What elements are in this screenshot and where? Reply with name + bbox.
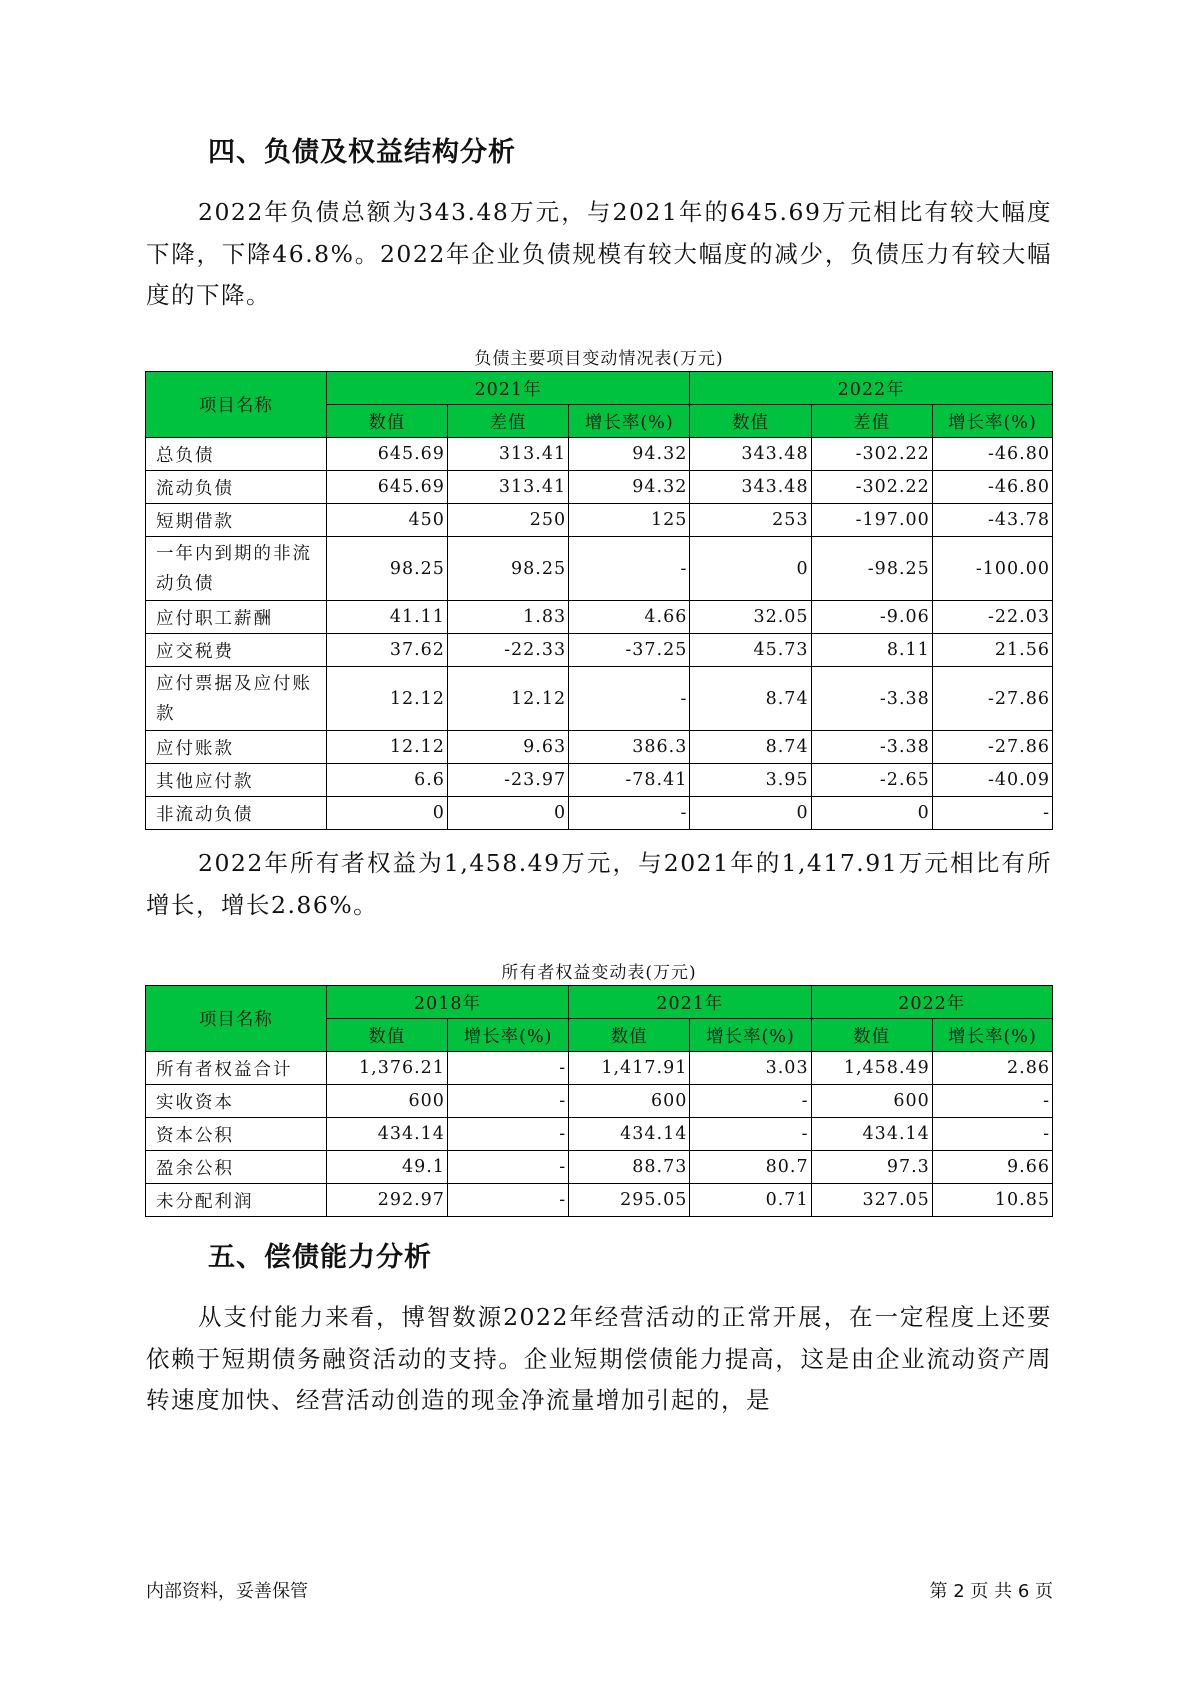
column-header: 数值: [569, 1019, 690, 1052]
row-label: 所有者权益合计: [146, 1052, 327, 1085]
table-cell: 0: [326, 797, 447, 830]
table-cell: 32.05: [690, 601, 811, 634]
table-cell: 0: [811, 797, 932, 830]
column-header: 增长率(%): [569, 405, 690, 438]
row-label: 未分配利润: [146, 1184, 327, 1217]
table-cell: 450: [326, 504, 447, 537]
table-cell: 12.12: [326, 731, 447, 764]
section-5-heading: 五、偿债能力分析: [208, 1242, 432, 1273]
table-cell: 41.11: [326, 601, 447, 634]
table-cell: -40.09: [932, 764, 1052, 797]
table-cell: 98.25: [326, 537, 447, 601]
table-cell: 600: [811, 1085, 932, 1118]
column-header: 差值: [447, 405, 568, 438]
table-row: [146, 601, 1053, 634]
table-cell: -27.86: [932, 667, 1052, 731]
table-cell: -9.06: [811, 601, 932, 634]
table-cell: 21.56: [932, 634, 1052, 667]
table-cell: 313.41: [447, 438, 568, 471]
table-cell: -23.97: [447, 764, 568, 797]
footer-confidential-note: 内部资料，妥善保管: [146, 1581, 308, 1602]
table-cell: 8.11: [811, 634, 932, 667]
page-number: 第 2 页 共 6 页: [929, 1581, 1053, 1602]
table-cell: 1,458.49: [811, 1052, 932, 1085]
table-cell: -302.22: [811, 471, 932, 504]
table-cell: 0: [690, 537, 811, 601]
table-cell: 6.6: [326, 764, 447, 797]
table-cell: -: [447, 1085, 568, 1118]
table-cell: 386.3: [569, 731, 690, 764]
table-cell: -: [447, 1052, 568, 1085]
table-cell: -3.38: [811, 667, 932, 731]
table-cell: -302.22: [811, 438, 932, 471]
row-label: 应交税费: [146, 634, 327, 667]
table-cell: 645.69: [326, 438, 447, 471]
table-cell: -46.80: [932, 438, 1052, 471]
table-row: [146, 1184, 1053, 1217]
liability-table-caption: 负债主要项目变动情况表(万元): [474, 349, 724, 369]
solvency-paragraph: 从支付能力来看，博智数源2022年经营活动的正常开展，在一定程度上还要依赖于短期债务融资活动的支持。企业短期偿债能力提高，这是由企业流动资产周转速度加快、经营活动创造的现金净流量增加引起的，是: [146, 1303, 1052, 1414]
table-row: [146, 634, 1053, 667]
table-cell: -: [447, 1184, 568, 1217]
table-cell: -100.00: [932, 537, 1052, 601]
table-cell: 45.73: [690, 634, 811, 667]
table-cell: 253: [690, 504, 811, 537]
table-cell: -197.00: [811, 504, 932, 537]
table-cell: 97.3: [811, 1151, 932, 1184]
table-cell: 250: [447, 504, 568, 537]
table-cell: 343.48: [690, 438, 811, 471]
column-header: 数值: [811, 1019, 932, 1052]
year-header: 2018年: [326, 986, 568, 1019]
table-row: [146, 731, 1053, 764]
table-cell: -46.80: [932, 471, 1052, 504]
table-row: [146, 1085, 1053, 1118]
row-label: 非流动负债: [146, 797, 327, 830]
table-cell: 125: [569, 504, 690, 537]
table-cell: 2.86: [932, 1052, 1052, 1085]
row-label: 盈余公积: [146, 1151, 327, 1184]
table-cell: 1,417.91: [569, 1052, 690, 1085]
table-cell: -: [569, 797, 690, 830]
column-header: 数值: [326, 405, 447, 438]
table-cell: 1,376.21: [326, 1052, 447, 1085]
table-row: [146, 1151, 1053, 1184]
year-header: 2021年: [569, 986, 811, 1019]
table-cell: -78.41: [569, 764, 690, 797]
year-header: 2021年: [326, 372, 690, 405]
table-cell: -27.86: [932, 731, 1052, 764]
item-name-header: 项目名称: [146, 986, 327, 1052]
column-header: 差值: [811, 405, 932, 438]
table-row: [146, 504, 1053, 537]
table-cell: 600: [326, 1085, 447, 1118]
row-label: 一年内到期的非流动负债: [146, 537, 327, 601]
table-cell: 3.03: [690, 1052, 811, 1085]
table-cell: 434.14: [569, 1118, 690, 1151]
table-cell: 0.71: [690, 1184, 811, 1217]
equity-table: [145, 985, 1053, 1217]
table-cell: -: [690, 1085, 811, 1118]
equity-table-body: [146, 1052, 1053, 1217]
column-header: 增长率(%): [932, 1019, 1052, 1052]
table-row: [146, 764, 1053, 797]
table-cell: 98.25: [447, 537, 568, 601]
table-cell: 80.7: [690, 1151, 811, 1184]
table-cell: 94.32: [569, 438, 690, 471]
table-cell: 8.74: [690, 667, 811, 731]
table-row: [146, 471, 1053, 504]
column-header: 数值: [690, 405, 811, 438]
row-label: 资本公积: [146, 1118, 327, 1151]
table-row: [146, 797, 1053, 830]
table-cell: -22.33: [447, 634, 568, 667]
table-cell: 645.69: [326, 471, 447, 504]
table-cell: 327.05: [811, 1184, 932, 1217]
table-cell: -: [569, 537, 690, 601]
table-cell: -: [932, 1118, 1052, 1151]
year-header: 2022年: [811, 986, 1052, 1019]
liability-table-body: [146, 438, 1053, 830]
column-header: 增长率(%): [932, 405, 1052, 438]
row-label: 短期借款: [146, 504, 327, 537]
table-cell: 12.12: [326, 667, 447, 731]
row-label: 流动负债: [146, 471, 327, 504]
year-header: 2022年: [690, 372, 1053, 405]
table-cell: 9.66: [932, 1151, 1052, 1184]
row-label: 应付职工薪酬: [146, 601, 327, 634]
table-cell: -37.25: [569, 634, 690, 667]
table-row: [146, 1052, 1053, 1085]
table-cell: -: [690, 1118, 811, 1151]
equity-table-caption: 所有者权益变动表(万元): [501, 963, 697, 983]
table-cell: 343.48: [690, 471, 811, 504]
liability-table: [145, 371, 1053, 830]
table-cell: 313.41: [447, 471, 568, 504]
table-cell: 292.97: [326, 1184, 447, 1217]
table-cell: 434.14: [326, 1118, 447, 1151]
table-cell: 600: [569, 1085, 690, 1118]
row-label: 应付账款: [146, 731, 327, 764]
liability-summary-paragraph: 2022年负债总额为343.48万元，与2021年的645.69万元相比有较大幅度下降，下降46.8%。2022年企业负债规模有较大幅度的减少，负债压力有较大幅度的下降。: [146, 198, 1052, 309]
section-4-heading: 四、负债及权益结构分析: [208, 137, 516, 168]
table-cell: -98.25: [811, 537, 932, 601]
table-cell: 9.63: [447, 731, 568, 764]
table-cell: -2.65: [811, 764, 932, 797]
column-header: 数值: [326, 1019, 447, 1052]
table-cell: 0: [690, 797, 811, 830]
row-label: 其他应付款: [146, 764, 327, 797]
equity-summary-paragraph: 2022年所有者权益为1,458.49万元，与2021年的1,417.91万元相比有所增长，增长2.86%。: [146, 849, 1052, 919]
column-header: 增长率(%): [690, 1019, 811, 1052]
table-cell: -43.78: [932, 504, 1052, 537]
table-row: [146, 667, 1053, 731]
column-header: 增长率(%): [447, 1019, 568, 1052]
table-cell: 295.05: [569, 1184, 690, 1217]
table-row: [146, 537, 1053, 601]
table-cell: 94.32: [569, 471, 690, 504]
table-cell: 4.66: [569, 601, 690, 634]
table-cell: 3.95: [690, 764, 811, 797]
row-label: 实收资本: [146, 1085, 327, 1118]
table-cell: 12.12: [447, 667, 568, 731]
table-cell: -: [569, 667, 690, 731]
table-cell: -: [932, 1085, 1052, 1118]
table-row: [146, 1118, 1053, 1151]
table-cell: 37.62: [326, 634, 447, 667]
table-row: [146, 438, 1053, 471]
table-cell: 8.74: [690, 731, 811, 764]
row-label: 应付票据及应付账款: [146, 667, 327, 731]
table-cell: -3.38: [811, 731, 932, 764]
table-cell: 0: [447, 797, 568, 830]
table-cell: 1.83: [447, 601, 568, 634]
item-name-header: 项目名称: [146, 372, 327, 438]
table-cell: -: [447, 1151, 568, 1184]
table-cell: -22.03: [932, 601, 1052, 634]
table-cell: 88.73: [569, 1151, 690, 1184]
table-cell: -: [447, 1118, 568, 1151]
table-cell: 10.85: [932, 1184, 1052, 1217]
table-cell: 49.1: [326, 1151, 447, 1184]
table-cell: 434.14: [811, 1118, 932, 1151]
row-label: 总负债: [146, 438, 327, 471]
table-cell: -: [932, 797, 1052, 830]
